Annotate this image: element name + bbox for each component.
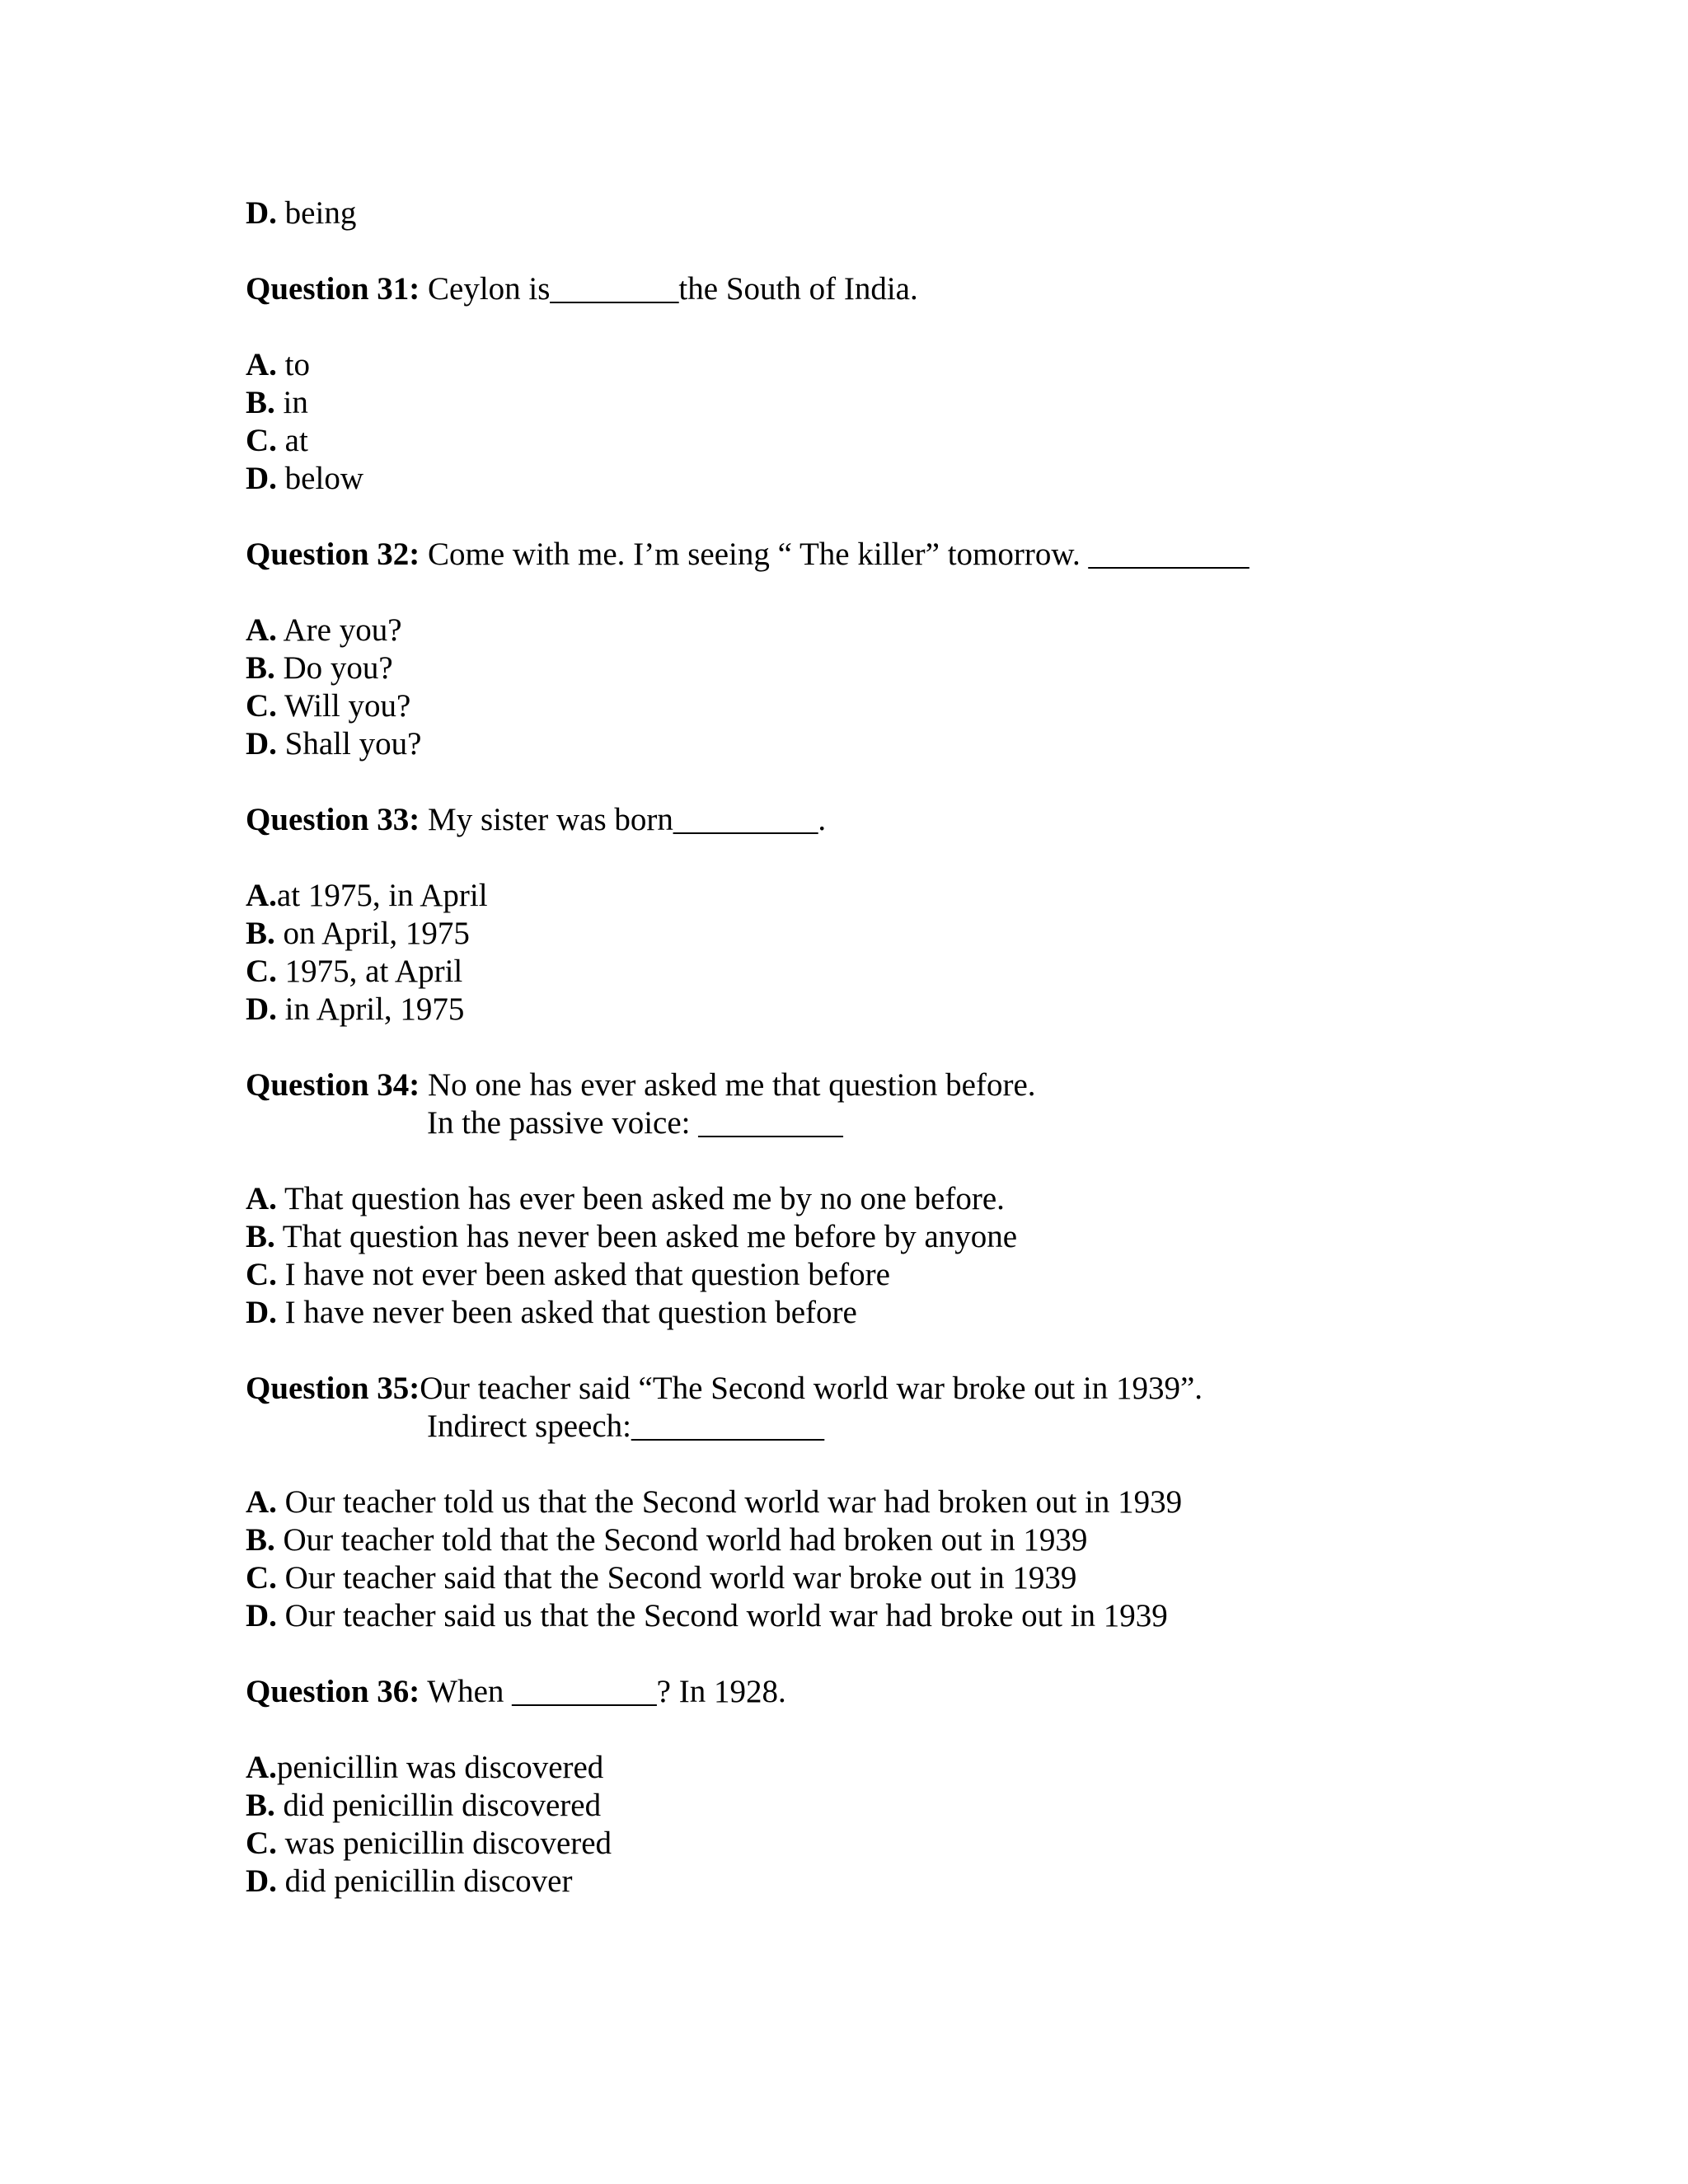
spacer xyxy=(246,1446,1531,1483)
option-line xyxy=(246,1825,1531,1863)
option-text: in xyxy=(274,385,308,420)
option-letter: A. xyxy=(246,1484,277,1520)
option-text: at xyxy=(276,423,308,458)
option-letter: A. xyxy=(246,1181,277,1216)
question-stem xyxy=(246,536,1531,574)
question-number: Question 31: xyxy=(246,271,420,307)
option-letter: D. xyxy=(246,461,277,496)
spacer xyxy=(246,1332,1531,1370)
option-text: That question has never been asked me before by anyone xyxy=(274,1219,1018,1254)
spacer xyxy=(246,1029,1531,1066)
spacer xyxy=(246,1635,1531,1673)
option-line xyxy=(246,1787,1531,1825)
option-text: penicillin was discovered xyxy=(276,1750,604,1785)
question-text: Come with me. I’m seeing “ The killer” tomorrow. __________ xyxy=(420,537,1250,572)
option-line xyxy=(246,1521,1531,1559)
option-line xyxy=(246,687,1531,725)
question-substem: In the passive voice: _________ xyxy=(427,1105,843,1141)
document-body xyxy=(246,194,1531,1900)
option-letter: A. xyxy=(246,1750,277,1785)
option-text: did penicillin discover xyxy=(276,1863,573,1899)
spacer xyxy=(246,574,1531,612)
option-text: Our teacher told that the Second world had broken out in 1939 xyxy=(274,1522,1088,1558)
question-stem xyxy=(246,1370,1531,1408)
option-text: Our teacher told us that the Second world war had broken out in 1939 xyxy=(276,1484,1183,1520)
option-letter: D. xyxy=(246,1863,277,1899)
option-line xyxy=(246,384,1531,422)
spacer xyxy=(246,308,1531,346)
spacer xyxy=(246,763,1531,801)
spacer xyxy=(246,232,1531,270)
option-text: was penicillin discovered xyxy=(276,1825,612,1861)
spacer xyxy=(246,1711,1531,1749)
option-text: Shall you? xyxy=(276,726,422,762)
question-stem xyxy=(246,1673,1531,1711)
question-text: When _________? In 1928. xyxy=(420,1674,786,1709)
option-text: on April, 1975 xyxy=(274,916,470,951)
option-letter: B. xyxy=(246,650,275,686)
option-line xyxy=(246,649,1531,687)
option-text: I have never been asked that question before xyxy=(276,1295,857,1330)
option-line xyxy=(246,1559,1531,1597)
option-line xyxy=(246,1294,1531,1332)
question-number: Question 34: xyxy=(246,1067,420,1103)
question-stem xyxy=(246,801,1531,839)
option-text: at 1975, in April xyxy=(276,878,488,913)
option-letter: D. xyxy=(246,1598,277,1633)
option-line xyxy=(246,1218,1531,1256)
option-letter: B. xyxy=(246,1522,275,1558)
option-text: below xyxy=(276,461,363,496)
option-letter: C. xyxy=(246,1825,277,1861)
option-letter: D. xyxy=(246,991,277,1027)
option-letter: C. xyxy=(246,1257,277,1292)
option-text: Our teacher said us that the Second world war had broke out in 1939 xyxy=(276,1598,1168,1633)
option-text: Will you? xyxy=(276,688,411,724)
question-number: Question 32: xyxy=(246,537,420,572)
option-letter: A. xyxy=(246,347,277,382)
option-line xyxy=(246,1483,1531,1521)
question-stem xyxy=(246,1066,1531,1104)
option-text: to xyxy=(276,347,311,382)
question-text: Our teacher said “The Second world war broke out in 1939”. xyxy=(420,1371,1203,1406)
question-text: Ceylon is________the South of India. xyxy=(420,271,918,307)
option-text: Do you? xyxy=(274,650,393,686)
spacer xyxy=(246,1142,1531,1180)
option-text: 1975, at April xyxy=(276,954,463,989)
option-text: did penicillin discovered xyxy=(274,1788,602,1823)
option-line xyxy=(246,422,1531,460)
option-line xyxy=(246,1597,1531,1635)
option-letter: A. xyxy=(246,612,277,648)
option-line xyxy=(246,194,1531,232)
option-letter: C. xyxy=(246,1560,277,1596)
option-letter: C. xyxy=(246,688,277,724)
option-text: That question has ever been asked me by no one before. xyxy=(276,1181,1005,1216)
option-letter: D. xyxy=(246,1295,277,1330)
question-number: Question 33: xyxy=(246,802,420,837)
question-text: No one has ever asked me that question before. xyxy=(420,1067,1036,1103)
option-letter: B. xyxy=(246,385,275,420)
option-letter: B. xyxy=(246,1219,275,1254)
option-line xyxy=(246,612,1531,649)
option-line xyxy=(246,877,1531,915)
question-number: Question 36: xyxy=(246,1674,420,1709)
option-letter: C. xyxy=(246,423,277,458)
option-text: in April, 1975 xyxy=(276,991,465,1027)
option-line xyxy=(246,1749,1531,1787)
option-line xyxy=(246,346,1531,384)
option-line xyxy=(246,1180,1531,1218)
option-line xyxy=(246,1863,1531,1900)
option-letter: D. xyxy=(246,726,277,762)
option-text: Are you? xyxy=(276,612,402,648)
option-line xyxy=(246,1256,1531,1294)
option-letter: B. xyxy=(246,916,275,951)
question-text: My sister was born_________. xyxy=(420,802,827,837)
option-letter: C. xyxy=(246,954,277,989)
option-letter: A. xyxy=(246,878,277,913)
option-text: Our teacher said that the Second world war broke out in 1939 xyxy=(276,1560,1077,1596)
option-line xyxy=(246,953,1531,991)
spacer xyxy=(246,498,1531,536)
option-line xyxy=(246,725,1531,763)
option-line xyxy=(246,460,1531,498)
option-text: being xyxy=(276,195,357,231)
option-line xyxy=(246,991,1531,1029)
spacer xyxy=(246,839,1531,877)
option-text: I have not ever been asked that question before xyxy=(276,1257,890,1292)
option-line xyxy=(246,915,1531,953)
option-letter: B. xyxy=(246,1788,275,1823)
question-stem xyxy=(246,270,1531,308)
option-letter: D. xyxy=(246,195,277,231)
question-substem: Indirect speech:____________ xyxy=(427,1408,824,1444)
question-number: Question 35: xyxy=(246,1371,420,1406)
